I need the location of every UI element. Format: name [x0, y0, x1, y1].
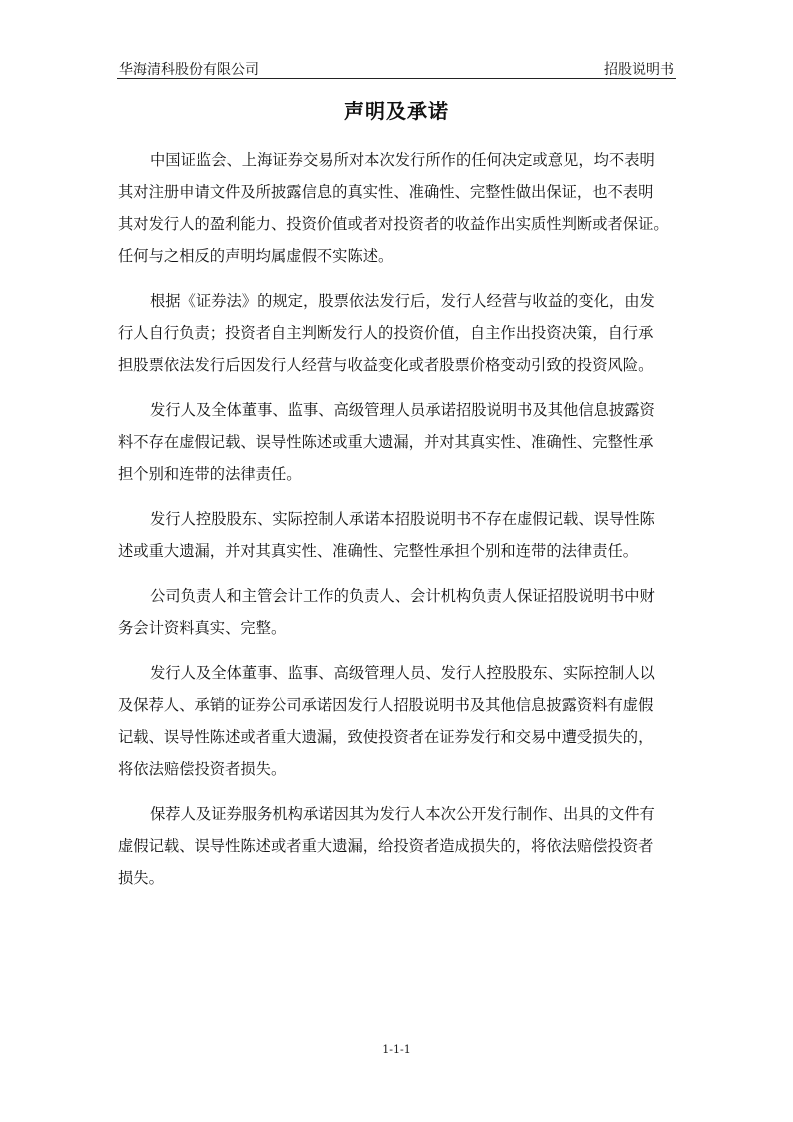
paragraph-line: 担个别和连带的法律责任。 [118, 465, 302, 483]
paragraph-line: 将依法赔偿投资者损失。 [118, 760, 287, 778]
page-header [117, 56, 676, 79]
paragraph [118, 657, 676, 785]
paragraph-line: 担股票依法发行后因发行人经营与收益变化或者股票价格变动引致的投资风险。 [118, 356, 654, 374]
document-type: 招股说明书 [604, 62, 674, 78]
paragraph-line: 及保荐人、承销的证券公司承诺因发行人招股说明书及其他信息披露资料有虚假 [118, 696, 654, 714]
company-name: 华海清科股份有限公司 [119, 62, 259, 78]
paragraph-line: 根据《证券法》的规定，股票依法发行后，发行人经营与收益的变化，由发 [150, 292, 655, 310]
paragraph-line: 其对注册申请文件及所披露信息的真实性、准确性、完整性做出保证，也不表明 [118, 183, 654, 201]
paragraph-line: 其对发行人的盈利能力、投资价值或者对投资者的收益作出实质性判断或者保证。 [118, 215, 669, 233]
paragraph-line: 务会计资料真实、完整。 [118, 619, 287, 637]
paragraph-line: 料不存在虚假记载、误导性陈述或重大遗漏，并对其真实性、准确性、完整性承 [118, 433, 654, 451]
paragraph-line: 行人自行负责；投资者自主判断发行人的投资价值，自主作出投资决策，自行承 [118, 324, 654, 342]
paragraph [118, 144, 676, 272]
page-title: 声明及承诺 [344, 99, 449, 123]
paragraph [118, 285, 676, 381]
paragraph-line: 虚假记载、误导性陈述或者重大遗漏，给投资者造成损失的，将依法赔偿投资者 [118, 837, 654, 855]
paragraph [118, 503, 676, 567]
paragraph-line: 记载、误导性陈述或者重大遗漏，致使投资者在证券发行和交易中遭受损失的， [118, 728, 654, 746]
paragraph-line: 损失。 [118, 869, 164, 887]
paragraph-line: 发行人及全体董事、监事、高级管理人员、发行人控股股东、实际控制人以 [150, 664, 655, 682]
paragraph-line: 保荐人及证券服务机构承诺因其为发行人本次公开发行制作、出具的文件有 [150, 805, 655, 823]
paragraph-line: 述或重大遗漏，并对其真实性、准确性、完整性承担个别和连带的法律责任。 [118, 542, 639, 560]
paragraph-line: 中国证监会、上海证券交易所对本次发行所作的任何决定或意见，均不表明 [150, 151, 655, 169]
paragraph [118, 798, 676, 894]
paragraph-line: 任何与之相反的声明均属虚假不实陈述。 [118, 247, 394, 265]
paragraph-line: 发行人控股股东、实际控制人承诺本招股说明书不存在虚假记载、误导性陈 [150, 510, 655, 528]
page-number: 1-1-1 [382, 1043, 411, 1056]
paragraph-line: 公司负责人和主管会计工作的负责人、会计机构负责人保证招股说明书中财 [150, 587, 655, 605]
paragraph [118, 394, 676, 490]
paragraph [118, 580, 676, 644]
document-body [118, 144, 676, 907]
paragraph-line: 发行人及全体董事、监事、高级管理人员承诺招股说明书及其他信息披露资 [150, 401, 655, 419]
